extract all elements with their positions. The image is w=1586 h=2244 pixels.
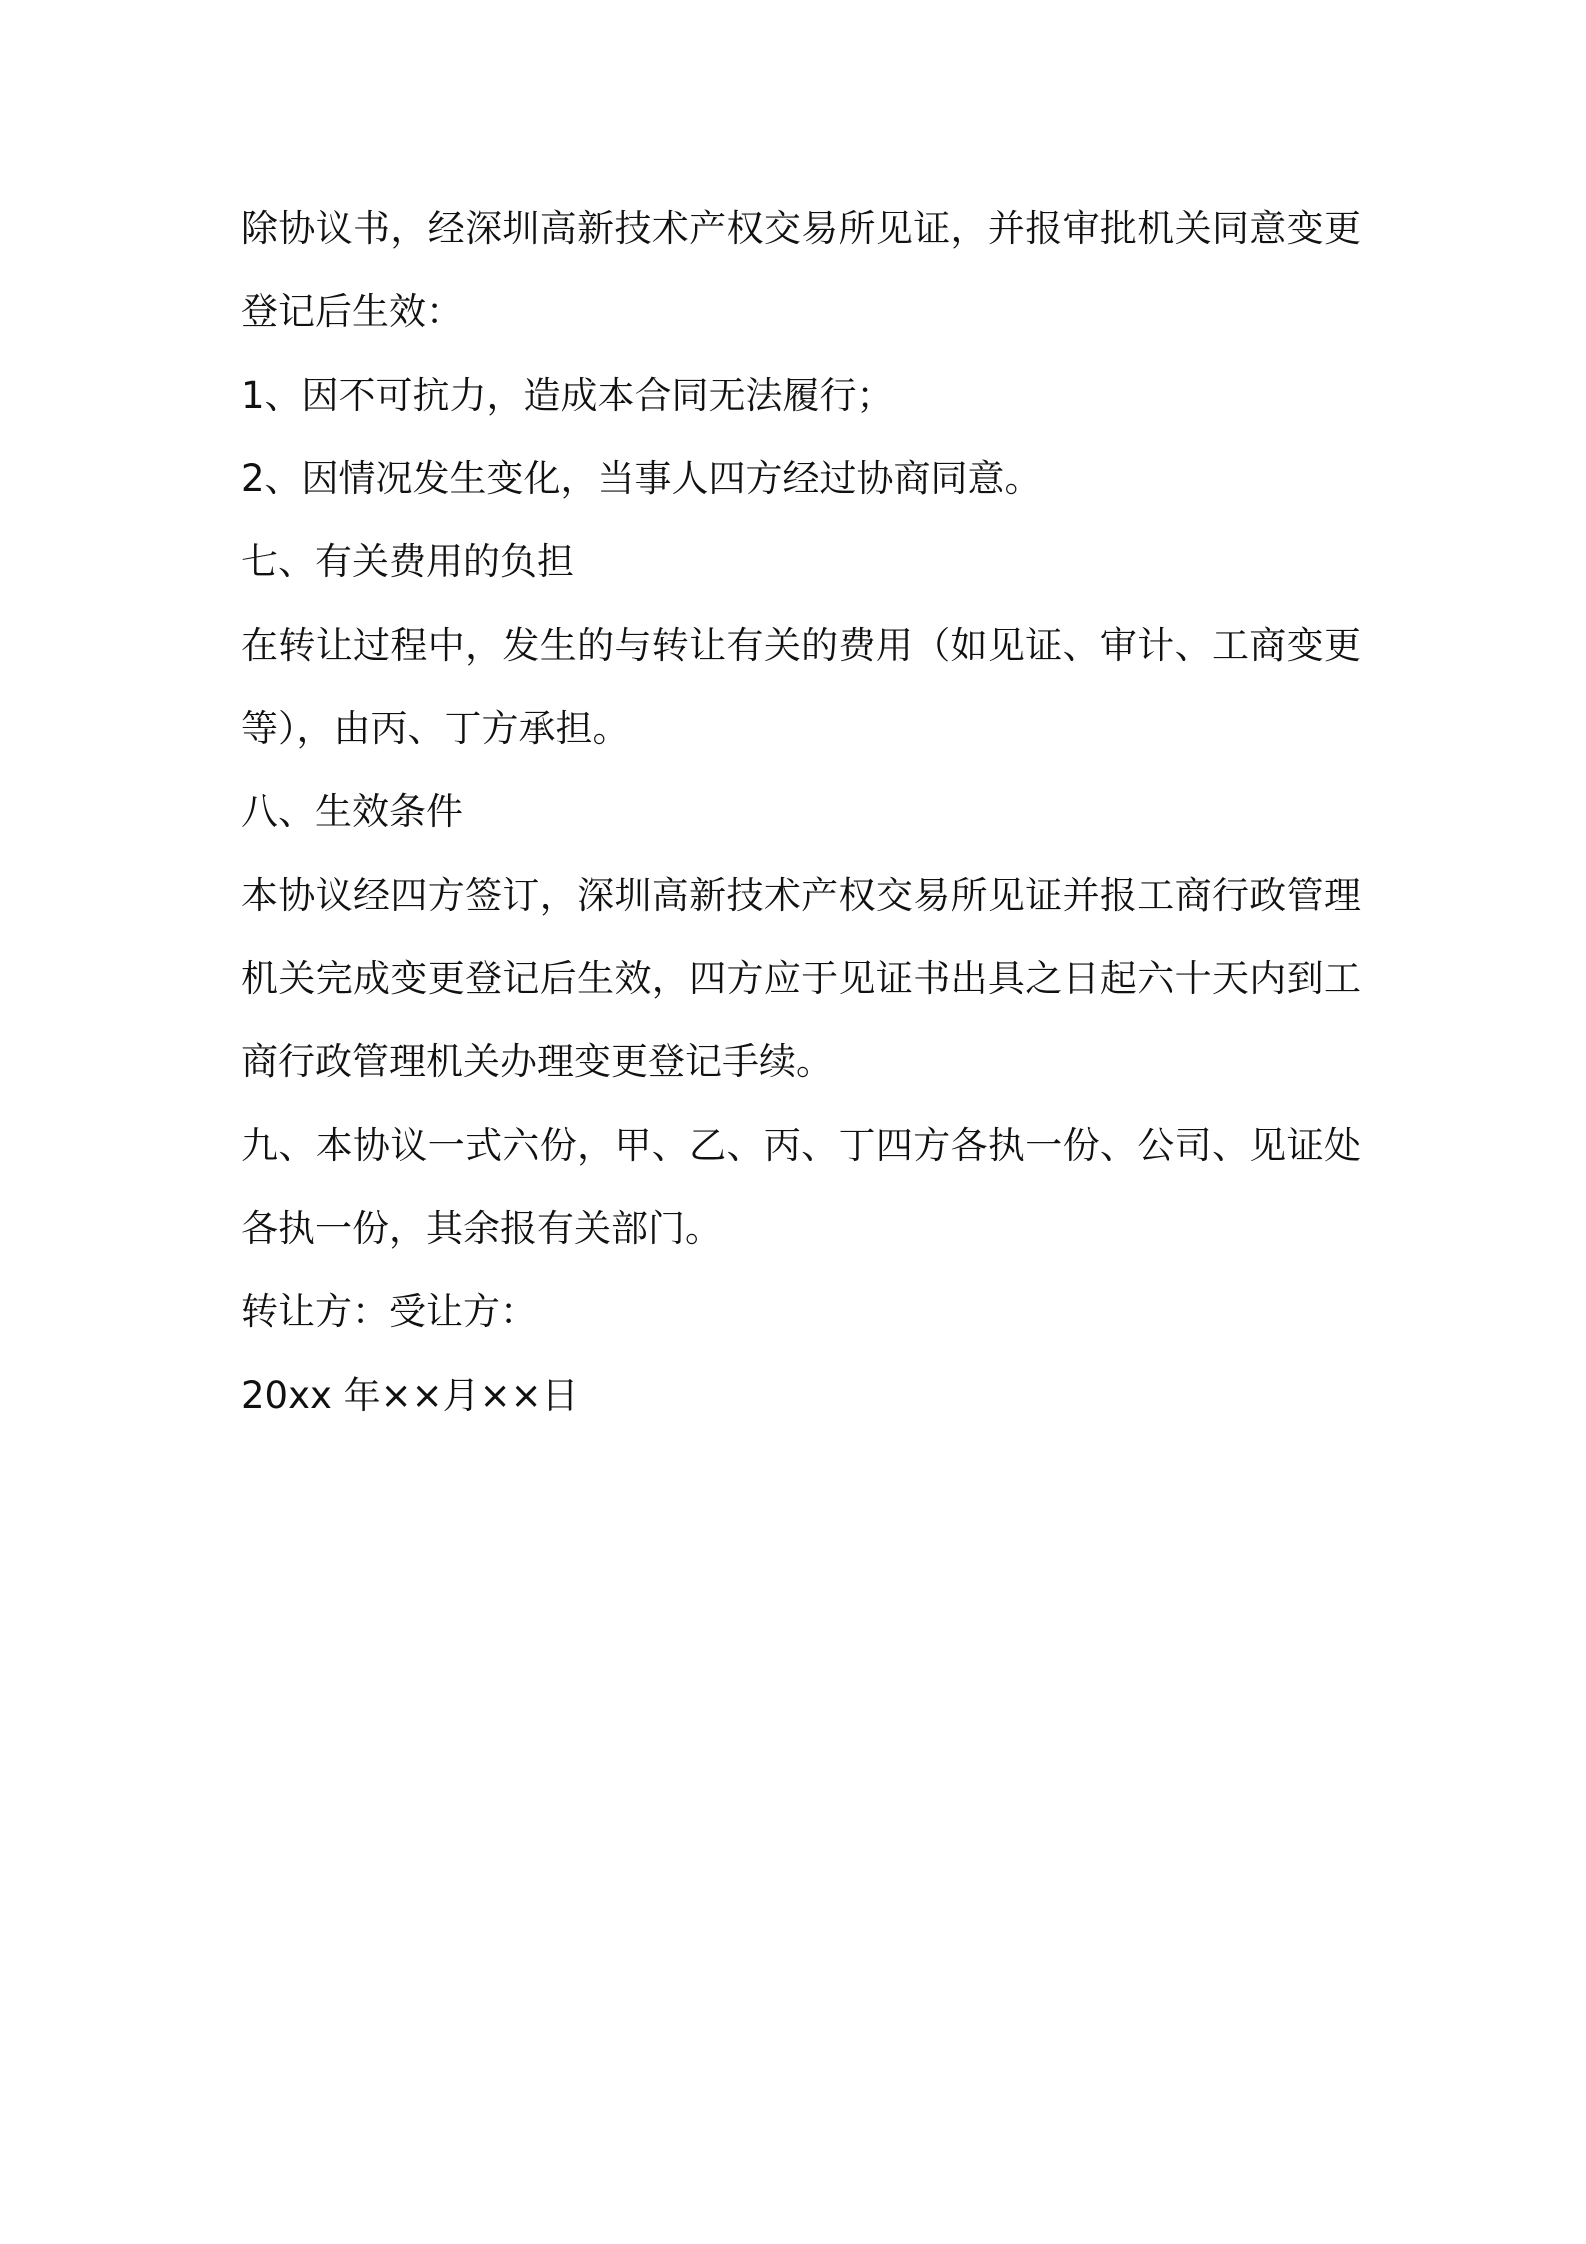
effective-paragraph-line-3: 商行政管理机关办理变更登记手续。 (241, 1040, 833, 1083)
signature-parties: 转让方：受让方： (241, 1290, 537, 1333)
section-heading-effective: 八、生效条件 (241, 790, 463, 833)
costs-paragraph-line-2: 等），由丙、丁方承担。 (241, 707, 630, 750)
costs-paragraph-line-1: 在转让过程中，发生的与转让有关的费用（如见证、审计、工商变更 (241, 624, 1361, 667)
section-heading-costs: 七、有关费用的负担 (241, 540, 574, 583)
copies-paragraph-line-1: 九、本协议一式六份，甲、乙、丙、丁四方各执一份、公司、见证处 (241, 1124, 1361, 1167)
paragraph-line-2: 登记后生效： (241, 290, 463, 333)
paragraph-line-1: 除协议书，经深圳高新技术产权交易所见证，并报审批机关同意变更 (241, 207, 1361, 250)
copies-paragraph-line-2: 各执一份，其余报有关部门。 (241, 1207, 722, 1250)
clause-item-1: 1、因不可抗力，造成本合同无法履行； (241, 374, 894, 417)
signature-date: 20xx 年××月××日 (241, 1374, 579, 1417)
clause-item-2: 2、因情况发生变化，当事人四方经过协商同意。 (241, 457, 1042, 500)
effective-paragraph-line-2: 机关完成变更登记后生效，四方应于见证书出具之日起六十天内到工 (241, 957, 1361, 1000)
effective-paragraph-line-1: 本协议经四方签订，深圳高新技术产权交易所见证并报工商行政管理 (241, 874, 1361, 917)
